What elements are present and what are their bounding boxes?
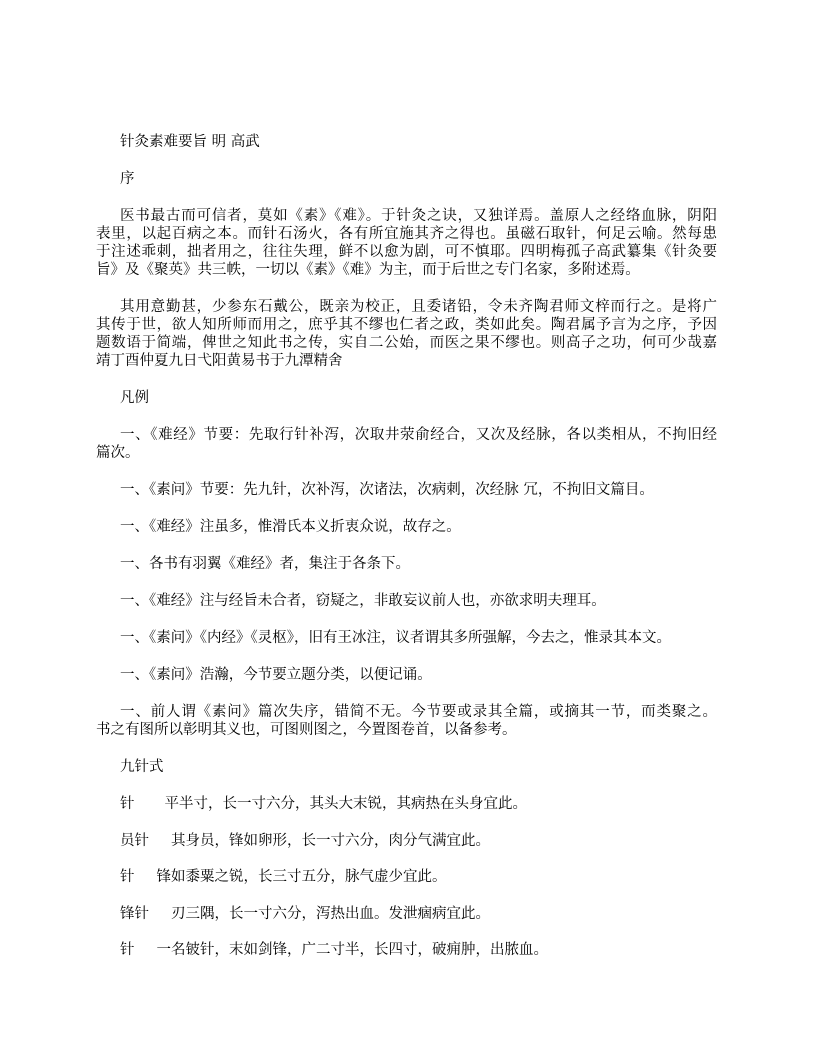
fanli-item-7 bbox=[96, 666, 717, 684]
paragraph-line: 旨》及《聚英》共三帙，一切以《素》《难》为主，而于后世之专门名家，多附述焉。 bbox=[96, 262, 640, 278]
fanli-heading-text: 凡例 bbox=[120, 390, 149, 406]
needle-entry bbox=[96, 941, 717, 959]
nine-needles-heading-text: 九针式 bbox=[120, 759, 164, 775]
needle-name: 针 bbox=[120, 942, 135, 958]
needle-description: 其身员，锋如卵形，长一寸六分，肉分气满宜此。 bbox=[171, 832, 490, 849]
needle-description: 锋如黍粟之锐，长三寸五分，脉气虚少宜此。 bbox=[156, 869, 447, 885]
preface-paragraph-1 bbox=[96, 207, 717, 279]
preface-heading bbox=[96, 170, 717, 188]
nine-needles-heading bbox=[96, 758, 717, 776]
needle-description: 一名铍针，末如剑锋，广二寸半，长四寸，破痈肿，出脓血。 bbox=[156, 942, 548, 958]
fanli-item-3 bbox=[96, 518, 717, 536]
paragraph-line: 其用意勤甚，少参东石戴公，既亲为校正，且委诸铅，令未齐陶君师文梓而行之。是将广 bbox=[120, 299, 717, 315]
fanli-item-6 bbox=[96, 629, 717, 647]
paragraph-line: 篇次。 bbox=[96, 445, 140, 461]
fanli-heading bbox=[96, 389, 717, 407]
paragraph-line: 于注述乖刺，拙者用之，往往失理，鲜不以愈为剧，可不慎耶。四明梅孤子高武纂集《针灸要 bbox=[96, 244, 717, 260]
paragraph-line: 一、《难经》节要：先取行针补泻，次取井荥俞经合，又次及经脉，各以类相从，不拘旧经 bbox=[120, 427, 717, 443]
fanli-item-8 bbox=[96, 703, 717, 739]
fanli-item-2 bbox=[96, 481, 717, 499]
fanli-item-1 bbox=[96, 426, 717, 462]
paragraph-line: 一、各书有羽翼《难经》者，集注于各条下。 bbox=[120, 556, 410, 572]
needle-entry bbox=[96, 905, 717, 923]
paragraph-line: 一、《素问》浩瀚，今节要立题分类，以便记诵。 bbox=[120, 667, 432, 683]
document-page bbox=[96, 133, 717, 978]
needle-name: 针 bbox=[120, 796, 135, 812]
paragraph-line: 医书最古而可信者，莫如《素》《难》。于针灸之诀，又独详焉。盖原人之经络血脉，阴阳 bbox=[120, 208, 717, 224]
paragraph-line: 靖丁酉仲夏九日弋阳黄易书于九潭精舍 bbox=[96, 353, 343, 369]
preface-heading-text: 序 bbox=[120, 171, 135, 187]
paragraph-line: 一、《难经》注与经旨未合者，窃疑之，非敢妄议前人也，亦欲求明夫理耳。 bbox=[120, 593, 606, 609]
document-title bbox=[96, 133, 717, 151]
needle-name: 针 bbox=[120, 869, 135, 885]
paragraph-line: 一、《素问》《内经》《灵枢》，旧有王冰注，议者谓其多所强解，今去之，惟录其本文。 bbox=[120, 630, 671, 646]
paragraph-line: 题数语于简端，俾世之知此书之传，实自二公始，而医之果不缪也。则高子之功，何可少哉嘉 bbox=[96, 335, 717, 351]
needle-entry bbox=[96, 832, 717, 850]
needle-entry bbox=[96, 795, 717, 813]
fanli-item-5 bbox=[96, 592, 717, 610]
paragraph-line: 书之有图所以彰明其义也，可图则图之，今置图卷首，以备参考。 bbox=[96, 722, 517, 738]
needle-entry bbox=[96, 868, 717, 886]
paragraph-line: 一、《素问》节要：先九针，次补泻，次诸法，次病刺，次经脉 冗，不拘旧文篇目。 bbox=[120, 482, 654, 498]
needle-name: 员针 bbox=[120, 832, 149, 849]
fanli-item-4 bbox=[96, 555, 717, 573]
paragraph-line: 其传于世，欲人知所师而用之，庶乎其不缪也仁者之政，类如此矣。陶君属予言为之序，予因 bbox=[96, 317, 717, 333]
needle-description: 刃三隅，长一寸六分，泻热出血。发泄痼病宜此。 bbox=[171, 905, 490, 922]
paragraph-line: 表里，以起百病之本。而针石汤火，各有所宜施其齐之得也。虽磁石取针，何足云喻。然每患 bbox=[96, 226, 717, 242]
needle-name: 锋针 bbox=[120, 905, 149, 922]
paragraph-line: 一、《难经》注虽多，惟滑氏本义折衷众说，故存之。 bbox=[120, 519, 461, 535]
preface-paragraph-2 bbox=[96, 298, 717, 370]
needle-description: 平半寸，长一寸六分，其头大末锐，其病热在头身宜此。 bbox=[164, 796, 527, 812]
title-text: 针灸素难要旨 明 高武 bbox=[120, 134, 260, 150]
paragraph-line: 一、前人谓《素问》篇次失序，错简不无。今节要或录其全篇，或摘其一节，而类聚之。 bbox=[120, 704, 717, 720]
